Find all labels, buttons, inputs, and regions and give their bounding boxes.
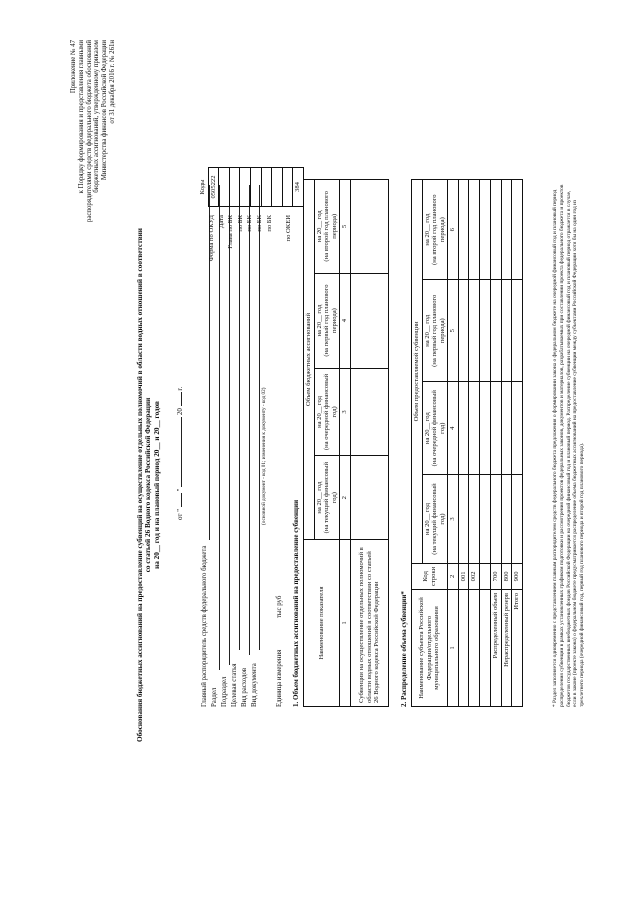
col-sub: (на первый год планового периода) xyxy=(431,294,446,367)
codes-header: Коды xyxy=(198,168,208,207)
code-cell[interactable] xyxy=(219,168,230,207)
row-name[interactable] xyxy=(469,590,480,707)
table-row xyxy=(501,180,512,707)
date-from-label: от " xyxy=(176,508,184,520)
year-blank[interactable] xyxy=(181,392,182,406)
field-section xyxy=(211,688,219,707)
value-cell[interactable] xyxy=(350,368,388,456)
section2-title: 2. Распределение объема субвенции* xyxy=(400,591,408,707)
col-year-header xyxy=(314,456,340,540)
row-code: 900 xyxy=(512,563,523,589)
row-name-reserve: Нераспределенный резерв xyxy=(501,590,512,707)
code-cell[interactable] xyxy=(229,168,240,207)
value-cell[interactable] xyxy=(501,382,512,475)
col-sub: (на очередной финансовый год) xyxy=(431,390,446,467)
code-label: Форма по ОКУД xyxy=(208,215,215,262)
col-num: 4 xyxy=(448,382,459,475)
code-label: по БК xyxy=(255,215,263,232)
code-label: Глава по БК xyxy=(227,215,235,249)
code-cell[interactable] xyxy=(282,168,293,207)
section2-table xyxy=(411,179,523,707)
value-cell[interactable] xyxy=(469,382,480,475)
unit-value: тыс руб xyxy=(276,595,283,619)
field-expense-type xyxy=(241,668,249,707)
field-label: Вид документа xyxy=(251,663,258,707)
day-blank[interactable] xyxy=(181,493,182,507)
field-unit xyxy=(276,596,284,707)
value-cell[interactable] xyxy=(480,280,491,382)
row-code: 001 xyxy=(458,563,469,589)
col-year-header xyxy=(422,382,448,475)
col-group-header: Объем бюджетных ассигнований xyxy=(304,180,315,540)
date-year-suffix: г. xyxy=(176,386,184,391)
appendix-line: распорядителями средств федерального бюджета обоснований xyxy=(85,40,93,223)
col-num: 4 xyxy=(340,273,351,368)
value-cell[interactable] xyxy=(350,456,388,540)
date-year-prefix: 20 xyxy=(176,408,184,416)
col-sub: (на очередной финансовый год) xyxy=(323,373,338,451)
code-label: по БК xyxy=(265,215,273,232)
title-line: на 20__ год и на плановый период 20__ и 20__ годов xyxy=(152,401,161,569)
value-cell[interactable] xyxy=(469,475,480,564)
value-cell[interactable] xyxy=(480,180,491,280)
value-cell[interactable] xyxy=(491,180,502,280)
title-line: со статьей 26 Водного кодекса Российской Федерации xyxy=(144,397,153,573)
month-blank[interactable] xyxy=(181,417,182,487)
value-cell[interactable] xyxy=(480,382,491,475)
document-title xyxy=(136,105,161,865)
appendix-line: к Порядку формирования и представления главными xyxy=(77,40,85,194)
code-cell[interactable] xyxy=(250,168,261,207)
value-cell[interactable] xyxy=(350,180,388,274)
code-label: по БК xyxy=(236,215,244,232)
col-num: 1 xyxy=(340,540,351,707)
col-num: 3 xyxy=(340,368,351,456)
value-cell[interactable] xyxy=(469,280,480,382)
table-row xyxy=(491,180,502,707)
col-num: 5 xyxy=(340,180,351,274)
row-code: 002 xyxy=(469,563,480,589)
row-code: 800 xyxy=(501,563,512,589)
col-year-header xyxy=(422,475,448,564)
value-cell[interactable] xyxy=(458,280,469,382)
col-num: 2 xyxy=(448,563,459,589)
row-name-distributed: Распределенный объем xyxy=(491,590,502,707)
code-label: Дата xyxy=(217,215,225,229)
col-num: 1 xyxy=(448,590,459,707)
col-year-header xyxy=(314,368,340,456)
col-year: на 20__ год xyxy=(315,395,323,428)
col-num: 5 xyxy=(448,280,459,382)
table-row xyxy=(512,180,523,707)
section1-title: 1. Объем бюджетных ассигнований на предоставление субвенции xyxy=(292,499,300,707)
col-code-header: Код строки xyxy=(412,563,448,589)
row-name[interactable] xyxy=(480,590,491,707)
field-label: Целевая статья xyxy=(231,663,238,707)
field-label: Главный распорядитель средств федерального бюджета xyxy=(201,545,208,707)
footnote: * Раздел заполняется одновременно с представлением главным распорядителем средств федерального бюджета предложения о формировании закона о федеральном бюджете на очередной финансовый год и плановый период распределения субвенции в рамках установленных графиком подготовки и рассмотрения проектов федеральных законов, документов и материалов, разрабатываемых при составлении проекта федерального бюджета и проектов бюджетов государственных внебюджетных фондов Российской Федерации на очередной финансовый год и плановый период. Распределение субвенции на очередной финансовый год и плановый период отражается в случае, если в законе (проекте закона) о федеральном бюджете предусматривается распределение объема бюджетных ассигнований на предоставление субвенции между субъектами Российской Федерации хотя бы на один год из трехлетнего периода (очередной финансовый год, первый год планового периода и второй год планового периода). xyxy=(552,184,585,707)
field-subsection xyxy=(221,677,229,707)
codes-labels xyxy=(208,215,294,315)
value-cell[interactable] xyxy=(480,475,491,564)
row-label: Субвенции на осуществление отдельных полномочий в области водных отношений в соответствии со статьей 26 Водного кодекса Российской Федерации xyxy=(350,540,388,707)
col-year-header xyxy=(314,273,340,368)
col-year-header xyxy=(422,180,448,280)
value-cell[interactable] xyxy=(491,280,502,382)
col-num: 3 xyxy=(448,475,459,564)
table-row xyxy=(469,180,480,707)
col-num: 6 xyxy=(448,180,459,280)
col-year: на 20__ год xyxy=(423,314,431,347)
value-cell[interactable] xyxy=(501,475,512,564)
value-cell[interactable] xyxy=(491,475,502,564)
code-label xyxy=(275,215,285,315)
col-year: на 20__ год xyxy=(315,481,323,514)
col-group-header: Объем предоставляемой субвенции xyxy=(412,180,423,564)
doc-type-note: (основной документ - код 01; изменения к документу - код 02) xyxy=(261,387,267,525)
value-cell[interactable] xyxy=(512,475,523,564)
field-label: Раздел xyxy=(211,687,218,707)
value-cell[interactable] xyxy=(491,382,502,475)
col-year: на 20__ год xyxy=(315,304,323,337)
field-main-manager xyxy=(201,546,209,707)
col-sub: (на второй год планового периода) xyxy=(323,191,338,262)
col-num: 2 xyxy=(340,456,351,540)
table-row xyxy=(458,180,469,707)
field-label: Вид расходов xyxy=(241,667,248,707)
value-cell[interactable] xyxy=(501,280,512,382)
field-doc-type xyxy=(251,663,259,707)
col-year-header xyxy=(422,280,448,382)
appendix-number: Приложение № 47 xyxy=(70,40,77,94)
appendix-line: от 31 декабря 2016 г. № 261н xyxy=(109,40,117,124)
col-year-header xyxy=(314,180,340,274)
title-line: Обоснования бюджетных ассигнований на предоставление субвенций на осуществление отдельных полномочий в области водных отношений в соответствии xyxy=(136,228,144,742)
col-sub: (на первый год планового периода) xyxy=(323,284,338,357)
date-quote: " xyxy=(176,488,184,492)
value-cell[interactable] xyxy=(458,382,469,475)
value-cell[interactable] xyxy=(512,180,523,280)
field-label: Единица измерения xyxy=(276,649,283,707)
code-cell[interactable] xyxy=(261,168,272,207)
appendix-block xyxy=(70,40,117,285)
code-label: по БК xyxy=(246,215,254,232)
col-name-header: Наименование субъекта Российской Федерации/отдельного муниципального образования xyxy=(412,590,448,707)
date-line xyxy=(176,260,184,520)
table-row xyxy=(480,180,491,707)
section1-table xyxy=(303,179,389,707)
col-sub: (на текущий финансовый год) xyxy=(431,483,446,555)
appendix-line: Министерства финансов Российской Федерации xyxy=(101,40,109,181)
code-cell[interactable]: 0505222 xyxy=(208,168,219,207)
value-cell[interactable] xyxy=(501,180,512,280)
code-cell[interactable] xyxy=(272,168,283,207)
row-code: 700 xyxy=(491,563,502,589)
code-label: по ОКЕИ xyxy=(284,215,292,242)
value-cell[interactable] xyxy=(350,273,388,368)
col-year: на 20__ год xyxy=(315,210,323,243)
code-cell[interactable] xyxy=(240,168,251,207)
col-sub: (на текущий финансовый год) xyxy=(323,461,338,534)
row-name[interactable] xyxy=(458,590,469,707)
value-cell[interactable] xyxy=(512,382,523,475)
col-year: на 20__ год xyxy=(423,412,431,445)
row-code xyxy=(480,563,491,589)
row-name-total: Итого xyxy=(512,590,523,707)
col-sub: (на второй год планового периода) xyxy=(431,194,446,265)
codes-table xyxy=(198,167,304,207)
value-cell[interactable] xyxy=(469,180,480,280)
col-name-header: Наименование показателя xyxy=(304,540,340,707)
field-label: Подраздел xyxy=(221,676,228,707)
col-year: на 20__ год xyxy=(423,503,431,535)
appendix-line: бюджетных ассигнований, утвержденному приказом xyxy=(93,40,101,193)
value-cell[interactable] xyxy=(458,180,469,280)
col-year: на 20__ год xyxy=(423,213,431,246)
code-cell[interactable]: 384 xyxy=(293,168,304,207)
value-cell[interactable] xyxy=(512,280,523,382)
field-target-article xyxy=(231,664,239,707)
value-cell[interactable] xyxy=(458,475,469,564)
